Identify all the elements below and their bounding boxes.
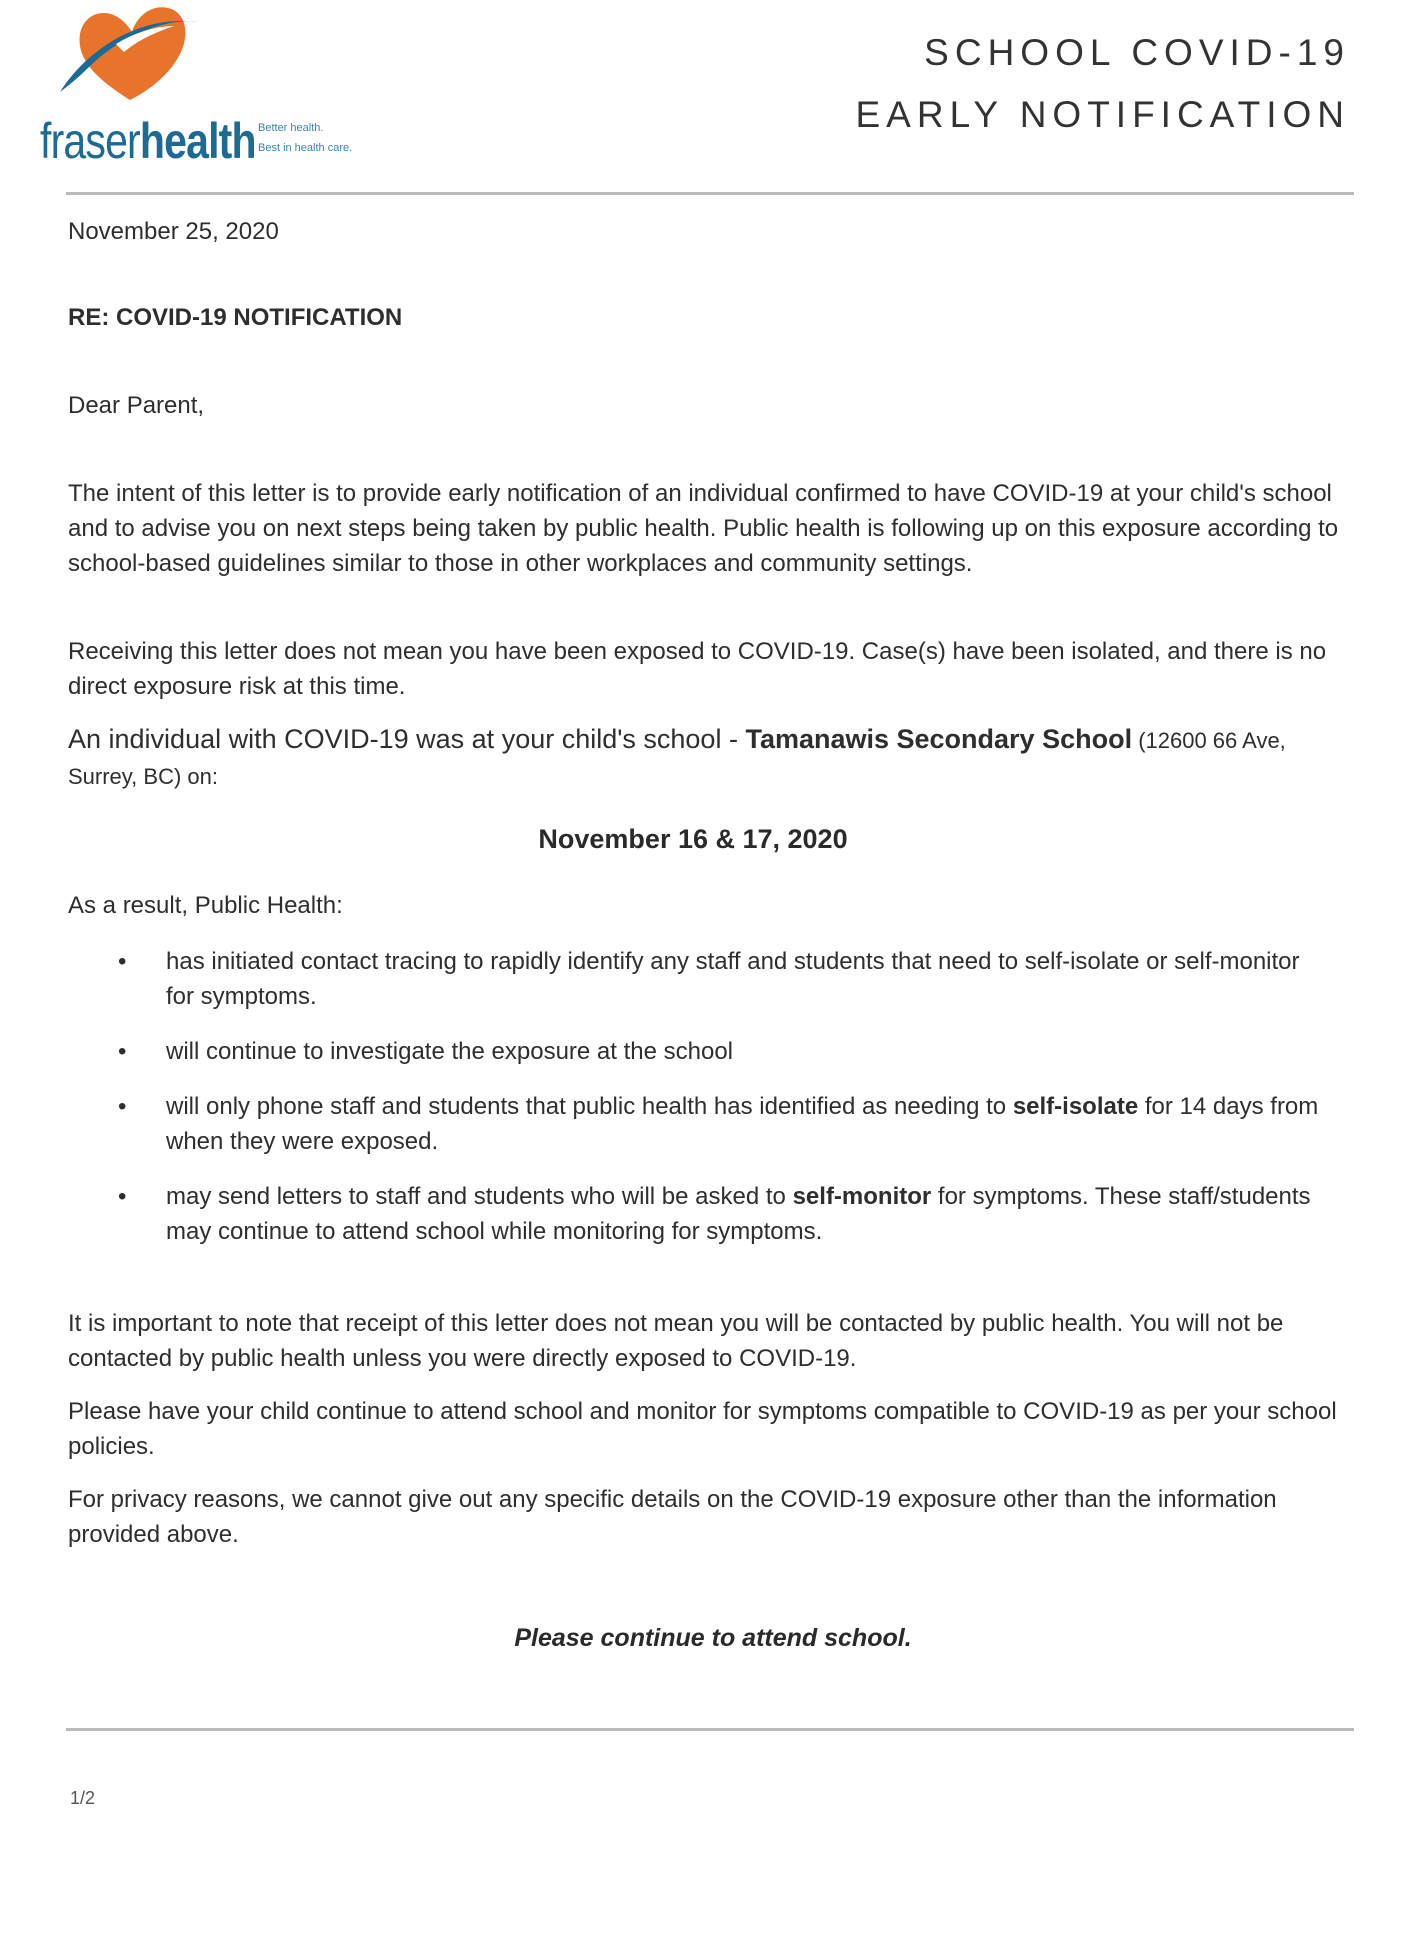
school-name: Tamanawis Secondary School [745,724,1133,754]
bullet-icon: • [118,1183,127,1210]
list-item: • has initiated contact tracing to rapidly identify any staff and students that need to self-isolate or self-monitor for symptoms. [110,944,1330,1014]
public-health-actions-list [110,944,1330,1249]
result-intro: As a result, Public Health: [68,892,343,919]
letter-date: November 25, 2020 [68,218,279,245]
subject-line: RE: COVID-19 NOTIFICATION [68,304,403,331]
school-address: (12600 66 Ave, Surrey, BC) on: [68,728,1286,789]
logo-wordmark: fraserhealth [40,113,256,169]
heart-logo-icon [58,0,208,110]
exposure-dates: November 16 & 17, 2020 [538,824,848,854]
salutation: Dear Parent, [68,392,205,419]
closing-line: Please continue to attend school. [514,1624,912,1652]
contact-note-paragraph: It is important to note that receipt of this letter does not mean you will be contacted by public health. You will not be contacted by public health unless you were directly exposed to COVID-19. [68,1310,1284,1372]
fraser-health-logo [38,0,398,170]
bullet-icon: • [118,1093,127,1120]
no-exposure-paragraph: Receiving this letter does not mean you have been exposed to COVID-19. Case(s) have been isolated, and there is no direct exposure risk at this time. [68,638,1327,700]
list-item: • will only phone staff and students that public health has identified as needing to self-isolate for 14 days from when they were exposed. [110,1089,1330,1159]
footer-divider [66,1728,1354,1731]
logo-tagline: Better health. Best in health care. [258,122,353,154]
page-number: 1/2 [70,1788,96,1808]
exposure-location-paragraph: An individual with COVID-19 was at your child's school - Tamanawis Secondary School (12600 66 Ave, Surrey, BC) on: [68,724,1286,789]
bullet-icon: • [118,948,127,975]
attend-school-paragraph: Please have your child continue to attend school and monitor for symptoms compatible to COVID-19 as per your school policies. [68,1398,1337,1460]
document-title: SCHOOL COVID-19 EARLY NOTIFICATION [855,32,1350,135]
intent-paragraph: The intent of this letter is to provide early notification of an individual confirmed to have COVID-19 at your child's school and to advise you on next steps being taken by public health. Public health is following up on this exposure according to school-based guidelines similar to those in other workplaces and community settings. [68,480,1339,577]
bullet-icon: • [118,1038,127,1065]
privacy-paragraph: For privacy reasons, we cannot give out any specific details on the COVID-19 exposure other than the information provided above. [68,1486,1277,1548]
list-item: • may send letters to staff and students who will be asked to self-monitor for symptoms. These staff/students may continue to attend school while monitoring for symptoms. [110,1179,1330,1249]
header-divider [66,192,1354,195]
list-item: • will continue to investigate the exposure at the school [110,1034,1330,1069]
